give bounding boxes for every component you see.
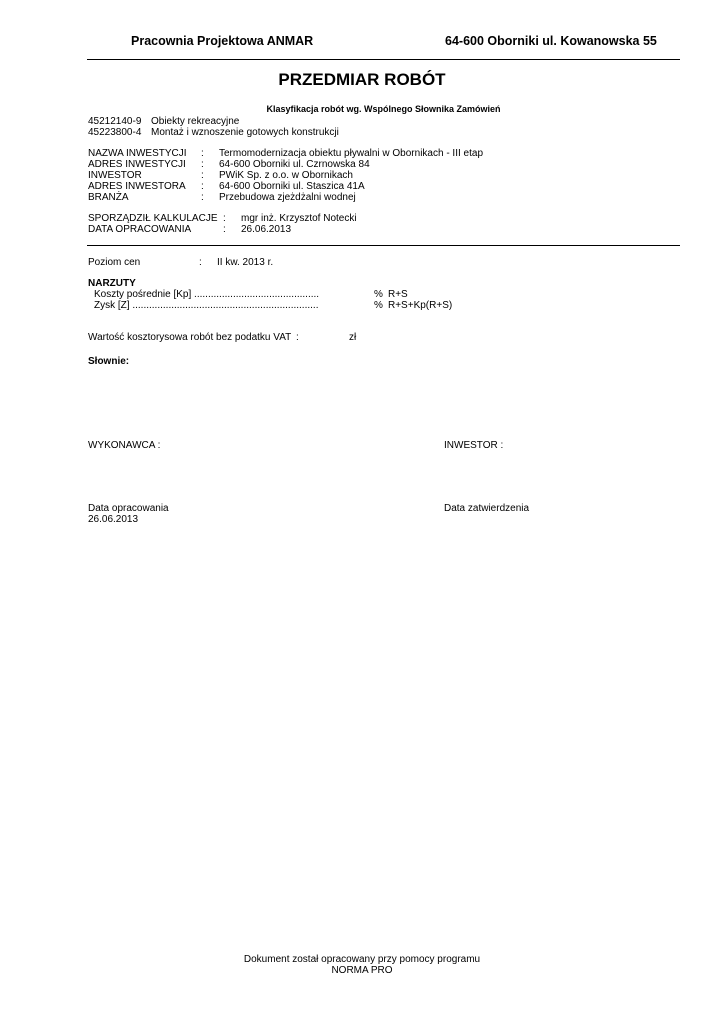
field-separator: : [199,257,202,268]
field-value: Termomodernizacja obiektu pływalni w Obornikach - III etap [219,148,484,159]
prepared-date-label: Data opracowania [88,503,169,514]
field-value: II kw. 2013 r. [217,257,274,268]
field-label: ADRES INWESTORA [88,181,186,192]
field-separator: : [223,213,226,224]
page-title: PRZEDMIAR ROBÓT [278,70,446,89]
field-value: 64-600 Oborniki ul. Staszica 41A [219,181,365,192]
footer-line-1: Dokument został opracowany przy pomocy programu [243,954,481,965]
classification-name: Obiekty rekreacyjne [151,116,240,127]
field-separator: : [201,192,204,203]
surcharge-basis: R+S+Kp(R+S) [388,300,453,311]
field-value: 64-600 Oborniki ul. Czrnowska 84 [219,159,370,170]
surcharge-label: Koszty pośrednie [Kp] ............................................. [94,289,320,300]
header-divider [87,59,680,60]
field-label: SPORZĄDZIŁ KALKULACJE [88,213,218,224]
classification-code: 45212140-9 [88,116,142,127]
approved-date-label: Data zatwierdzenia [444,503,530,514]
field-value: Przebudowa zjeżdżalni wodnej [219,192,356,203]
field-label: Wartość kosztorysowa robót bez podatku VAT [88,332,292,343]
footer-line-2: NORMA PRO [331,965,393,976]
classification-heading: Klasyfikacja robót wg. Wspólnego Słownika Zamówień [266,104,501,114]
company-name: Pracownia Projektowa ANMAR [131,34,314,48]
surcharge-unit: % [374,289,383,300]
words-label: Słownie: [88,356,130,367]
field-separator: : [201,181,204,192]
field-label: NAZWA INWESTYCJI [88,148,187,159]
field-label: ADRES INWESTYCJI [88,159,186,170]
field-separator: : [201,170,204,181]
field-separator: : [296,332,299,343]
field-value: PWiK Sp. z o.o. w Obornikach [219,170,353,181]
surcharge-label: Zysk [Z] ................................................................... [94,300,319,311]
field-value: mgr inż. Krzysztof Notecki [241,213,357,224]
field-label: DATA OPRACOWANIA [88,224,192,235]
field-separator: : [201,148,204,159]
surcharge-unit: % [374,300,383,311]
field-separator: : [201,159,204,170]
investor-label: INWESTOR : [444,440,504,451]
currency-label: zł [349,332,357,343]
prepared-date-value: 26.06.2013 [88,514,139,525]
field-value: 26.06.2013 [241,224,292,235]
field-label: Poziom cen [88,257,141,268]
surcharges-heading: NARZUTY [88,278,136,289]
field-label: INWESTOR [88,170,142,181]
field-label: BRANŻA [88,192,129,203]
classification-code: 45223800-4 [88,127,142,138]
contractor-label: WYKONAWCA : [88,440,161,451]
section-divider [87,245,680,246]
company-address: 64-600 Oborniki ul. Kowanowska 55 [445,34,657,48]
surcharge-basis: R+S [388,289,408,300]
classification-name: Montaż i wznoszenie gotowych konstrukcji [151,127,339,138]
field-separator: : [223,224,226,235]
